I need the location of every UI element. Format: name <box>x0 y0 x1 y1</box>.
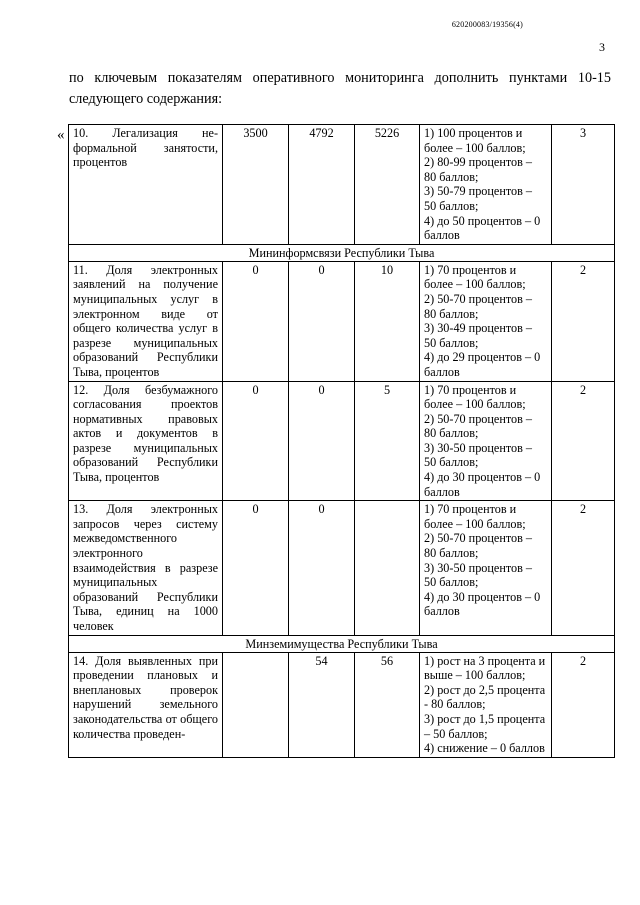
table-row-12 <box>69 381 615 501</box>
value-cell-3: 5 <box>355 381 420 501</box>
value-cell-1: 0 <box>223 381 289 501</box>
criteria-cell <box>420 501 552 635</box>
table-row-14 <box>69 652 615 757</box>
section-heading: Мининформсвязи Республики Тыва <box>69 244 615 261</box>
criteria-line: 1) 70 процентов и более – 100 баллов; <box>424 502 526 531</box>
table-row-11 <box>69 261 615 381</box>
indicator-name: 13. Доля электронных запросов через систему межведомственного электронного взаимодействия в разрезе муниципальных образований Республики Тыва, единиц на 1000 человек <box>69 501 223 635</box>
value-cell-2: 0 <box>289 261 355 381</box>
criteria-cell <box>420 125 552 245</box>
criteria-line: 3) 30-50 процентов – 50 баллов; <box>424 560 532 590</box>
value-cell-1: 0 <box>223 261 289 381</box>
section-heading: Минземимущества Республики Тыва <box>69 635 615 652</box>
indicator-name: 14. Доля выявленных при проведении плановых и внеплановых проверок нарушений земельного законодательства от общего количества проведен- <box>69 652 223 757</box>
criteria-line: 1) 70 процентов и более – 100 баллов; <box>424 382 526 412</box>
criteria-line: 4) снижение – 0 баллов <box>424 741 545 756</box>
criteria-line: 4) до 30 процентов – 0 баллов <box>424 589 541 619</box>
indicator-name: 12. Доля безбумажного согласования проектов нормативных правовых актов и документов в разрезе муниципальных образований Республики Тыва, процентов <box>69 381 223 501</box>
score-cell: 2 <box>552 381 615 501</box>
criteria-line: 2) 50-70 процентов – 80 баллов; <box>424 411 532 441</box>
value-cell-2: 54 <box>289 652 355 757</box>
score-cell: 2 <box>552 261 615 381</box>
criteria-line: 3) 30-50 процентов – 50 баллов; <box>424 440 532 470</box>
score-cell: 2 <box>552 652 615 757</box>
score-cell: 2 <box>552 501 615 635</box>
value-cell-3 <box>355 501 420 635</box>
criteria-line: 3) 50-79 процентов – 50 баллов; <box>424 184 532 213</box>
indicators-table <box>68 124 615 758</box>
criteria-line: 4) до 29 процентов – 0 баллов <box>424 350 541 379</box>
score-cell: 3 <box>552 125 615 245</box>
criteria-line: 1) рост на 3 процента и выше – 100 баллов; <box>424 653 546 683</box>
criteria-line: 4) до 50 процентов – 0 баллов <box>424 213 541 243</box>
value-cell-3: 5226 <box>355 125 420 245</box>
page-number: 3 <box>599 40 605 54</box>
criteria-line: 1) 70 процентов и более – 100 баллов; <box>424 262 526 292</box>
value-cell-2: 0 <box>289 501 355 635</box>
table-row-10 <box>69 125 615 245</box>
value-cell-3: 10 <box>355 261 420 381</box>
value-cell-1: 3500 <box>223 125 289 245</box>
criteria-line: 3) рост до 1,5 процента – 50 баллов; <box>424 711 546 741</box>
criteria-line: 2) 80-99 процентов – 80 баллов; <box>424 155 532 184</box>
value-cell-1 <box>223 652 289 757</box>
criteria-cell <box>420 652 552 757</box>
criteria-line: 1) 100 процентов и более – 100 баллов; <box>424 126 526 155</box>
indicator-name: 11. Доля электронных заявлений на получение муниципальных услуг в электронном виде от общего количества услуг в разрезе муниципальных образований Республики Тыва, процентов <box>69 261 223 381</box>
criteria-cell <box>420 381 552 501</box>
criteria-line: 2) 50-70 процентов – 80 баллов; <box>424 291 532 321</box>
criteria-line: 4) до 30 процентов – 0 баллов <box>424 470 541 499</box>
document-id: 620200083/19356(4) <box>451 20 523 29</box>
value-cell-2: 0 <box>289 381 355 501</box>
criteria-line: 3) 30-49 процентов – 50 баллов; <box>424 321 532 350</box>
criteria-line: 2) 50-70 процентов – 80 баллов; <box>424 531 532 561</box>
intro-paragraph: по ключевым показателям оперативного мониторинга дополнить пунктами 10-15 следующего содержания: <box>69 70 611 107</box>
section-row <box>69 244 615 261</box>
value-cell-3: 56 <box>355 652 420 757</box>
value-cell-1: 0 <box>223 501 289 635</box>
table-row-13 <box>69 501 615 635</box>
criteria-cell <box>420 261 552 381</box>
value-cell-2: 4792 <box>289 125 355 245</box>
opening-quote-mark: « <box>57 127 65 143</box>
section-row <box>69 635 615 652</box>
indicator-name: 10. Легализация не-формальной занятости, процентов <box>69 125 223 245</box>
criteria-line: 2) рост до 2,5 процента - 80 баллов; <box>424 682 546 712</box>
